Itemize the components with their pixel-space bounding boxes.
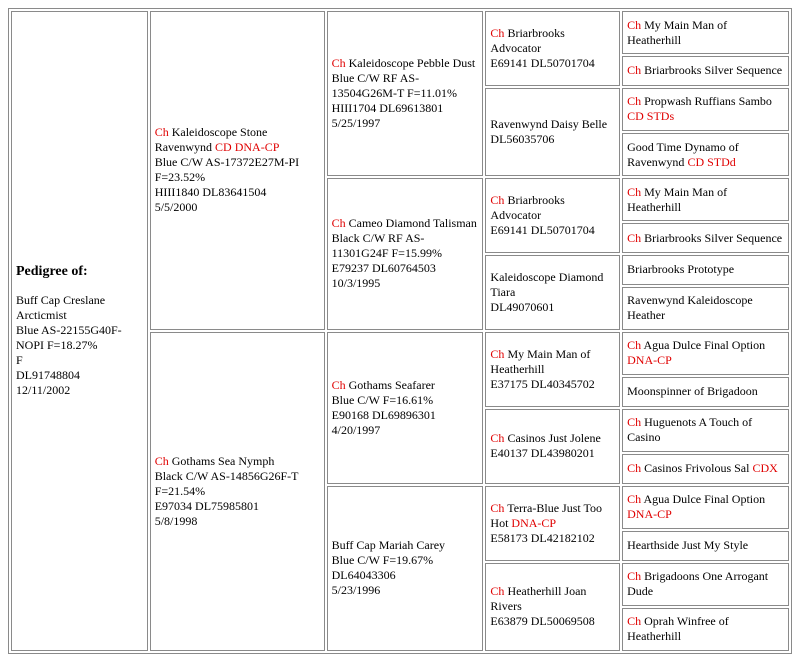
dog-name: Kaleidoscope Pebble Dust [348, 56, 476, 71]
title-suffix: DNA-CP [511, 515, 557, 530]
title-suffix: CD STDd [687, 154, 736, 169]
title-prefix: Ch [490, 193, 505, 207]
gen2-ancestor-cell [327, 486, 484, 651]
registration-line: 5/25/1997 [331, 116, 381, 131]
gen3-ancestor-cell [485, 88, 620, 176]
registration-line: Blue C/W F=19.67% [331, 553, 434, 568]
registration-line: DL49070601 [490, 299, 555, 314]
registration-line: HIII1840 DL83641504 [154, 185, 267, 200]
title-prefix: Ch [627, 230, 642, 245]
gen4-ancestor-cell [622, 11, 789, 54]
dog-name: Gothams Sea Nymph [171, 453, 275, 468]
title-suffix: CDX [752, 461, 778, 476]
title-suffix: DNA-CP [627, 507, 672, 522]
registration-line: 5/5/2000 [154, 200, 198, 215]
gen2-ancestor-cell [327, 11, 484, 176]
dog-name: Kaleidoscope Stone Ravenwynd [154, 125, 268, 155]
registration-line: 4/20/1997 [331, 422, 381, 437]
dog-name: Propwash Ruffians Sambo [644, 94, 772, 109]
registration-line: Black C/W AS-14856G26F-T [154, 468, 299, 483]
registration-line: 11301G24F F=15.99% [331, 246, 442, 261]
registration-line: Blue C/W AS-17372E27M-PI [154, 155, 300, 170]
dog-name: Cameo Diamond Talisman [348, 216, 477, 231]
title-prefix: Ch [331, 56, 346, 71]
title-prefix: Ch [627, 492, 642, 507]
dog-name: Brigadoons One Arrogant Dude [627, 569, 769, 599]
title-prefix: Ch [627, 338, 642, 353]
title-prefix: Ch [154, 125, 169, 140]
title-prefix: Ch [490, 431, 505, 446]
gen3-ancestor-cell [485, 178, 620, 253]
gen3-ancestor-cell [485, 563, 620, 651]
dog-name: Agua Dulce Final Option [643, 338, 766, 353]
dog-name: Casinos Just Jolene [507, 431, 601, 446]
dog-name: My Main Man of Heatherhill [627, 17, 728, 47]
registration-line: E90168 DL69896301 [331, 407, 436, 422]
dog-name: Gothams Seafarer [348, 377, 435, 392]
registration-line: E69141 DL50701704 [490, 55, 595, 70]
title-prefix: Ch [490, 500, 505, 515]
registration-line: Blue C/W F=16.61% [331, 392, 434, 407]
gen2-ancestor-cell [327, 178, 484, 330]
title-prefix: Ch [627, 184, 642, 199]
title-prefix: Ch [627, 569, 642, 584]
dog-name: Oprah Winfree of Heatherhill [627, 614, 729, 644]
dog-name: My Main Man of Heatherhill [490, 346, 591, 376]
gen1-ancestor-cell [150, 11, 325, 330]
gen4-ancestor-cell [622, 133, 789, 176]
dog-name: Briarbrooks Silver Sequence [644, 230, 783, 245]
subject-cell [11, 11, 148, 651]
dog-name: Huguenots A Touch of Casino [627, 415, 753, 445]
dog-name: Terra-Blue Just Too Hot [490, 500, 602, 530]
dog-name: Briarbrooks Silver Sequence [644, 63, 783, 78]
dog-name: Hearthside Just My Style [627, 538, 749, 553]
gen4-ancestor-cell [622, 56, 789, 86]
dog-name: Moonspinner of Brigadoon [627, 384, 758, 399]
title-prefix: Ch [490, 584, 505, 599]
dog-name: Briarbrooks Prototype [627, 262, 735, 277]
gen4-ancestor-cell [622, 486, 789, 529]
subject-line: Buff Cap Creslane [16, 293, 106, 307]
title-prefix: Ch [627, 614, 642, 629]
dog-name: Kaleidoscope Diamond Tiara [490, 269, 604, 299]
gen1-ancestor-cell [150, 332, 325, 651]
dog-name: Briarbrooks Advocator [490, 25, 565, 55]
gen4-ancestor-cell [622, 287, 789, 330]
dog-name: Agua Dulce Final Option [643, 492, 766, 507]
registration-line: 5/8/1998 [154, 513, 198, 528]
gen4-ancestor-cell [622, 608, 789, 651]
gen4-ancestor-cell [622, 563, 789, 606]
registration-line: 5/23/1996 [331, 583, 381, 598]
pedigree-row [11, 11, 789, 54]
title-prefix: Ch [627, 415, 642, 430]
gen4-ancestor-cell [622, 531, 789, 561]
dog-name: Casinos Frivolous Sal [644, 461, 750, 476]
gen3-ancestor-cell [485, 11, 620, 86]
registration-line: F=21.54% [154, 483, 206, 498]
title-prefix: Ch [331, 216, 346, 231]
gen4-ancestor-cell [622, 88, 789, 131]
title-prefix: Ch [490, 346, 505, 361]
gen3-ancestor-cell [485, 409, 620, 484]
dog-name: Buff Cap Mariah Carey [331, 538, 446, 553]
registration-line: HIII1704 DL69613801 [331, 101, 444, 116]
title-suffix: DNA-CP [627, 353, 672, 368]
dog-name: Good Time Dynamo of Ravenwynd [627, 139, 739, 169]
title-prefix: Ch [627, 17, 642, 32]
dog-name: Ravenwynd Daisy Belle [490, 116, 608, 131]
dog-name: Briarbrooks Advocator [490, 193, 565, 222]
registration-line: E69141 DL50701704 [490, 223, 595, 237]
registration-line: E58173 DL42182102 [490, 530, 595, 545]
title-prefix: Ch [331, 377, 346, 392]
title-prefix: Ch [490, 25, 505, 40]
dog-name: My Main Man of Heatherhill [627, 184, 728, 214]
registration-line: Blue C/W RF AS- [331, 71, 420, 86]
title-suffix: CD STDs [627, 109, 675, 124]
gen3-ancestor-cell [485, 332, 620, 407]
gen4-ancestor-cell [622, 332, 789, 375]
registration-line: E63879 DL50069508 [490, 614, 595, 629]
gen4-ancestor-cell [622, 255, 789, 285]
pedigree-table [8, 8, 792, 654]
gen4-ancestor-cell [622, 223, 789, 253]
subject-line: Arcticmist [16, 308, 67, 322]
subject-line: Blue AS-22155G40F- [16, 323, 122, 337]
dog-name: Heatherhill Joan Rivers [490, 584, 587, 614]
title-prefix: Ch [627, 94, 642, 109]
gen4-ancestor-cell [622, 409, 789, 452]
subject-line: DL91748804 [16, 368, 80, 382]
gen4-ancestor-cell [622, 377, 789, 407]
registration-line: Black C/W RF AS- [331, 231, 425, 246]
gen4-ancestor-cell [622, 178, 789, 221]
registration-line: E37175 DL40345702 [490, 376, 595, 391]
registration-line: E40137 DL43980201 [490, 446, 595, 461]
title-prefix: Ch [154, 453, 169, 468]
registration-line: DL56035706 [490, 131, 555, 146]
registration-line: DL64043306 [331, 568, 396, 583]
registration-line: E79237 DL60764503 [331, 261, 436, 276]
title-prefix: Ch [627, 461, 642, 476]
subject-line: 12/11/2002 [16, 383, 71, 397]
registration-line: 13504G26M-T F=11.01% [331, 86, 458, 101]
registration-line: E97034 DL75985801 [154, 498, 260, 513]
title-suffix: CD DNA-CP [215, 140, 280, 155]
gen4-ancestor-cell [622, 454, 789, 484]
gen3-ancestor-cell [485, 486, 620, 561]
subject-line: F [16, 353, 23, 367]
dog-name: Ravenwynd Kaleidoscope Heather [627, 293, 753, 323]
gen3-ancestor-cell [485, 255, 620, 330]
registration-line: F=23.52% [154, 170, 206, 185]
title-prefix: Ch [627, 63, 642, 78]
subject-line: NOPI F=18.27% [16, 338, 98, 352]
pedigree-heading: Pedigree of: [16, 264, 88, 279]
gen2-ancestor-cell [327, 332, 484, 484]
registration-line: 10/3/1995 [331, 276, 381, 291]
